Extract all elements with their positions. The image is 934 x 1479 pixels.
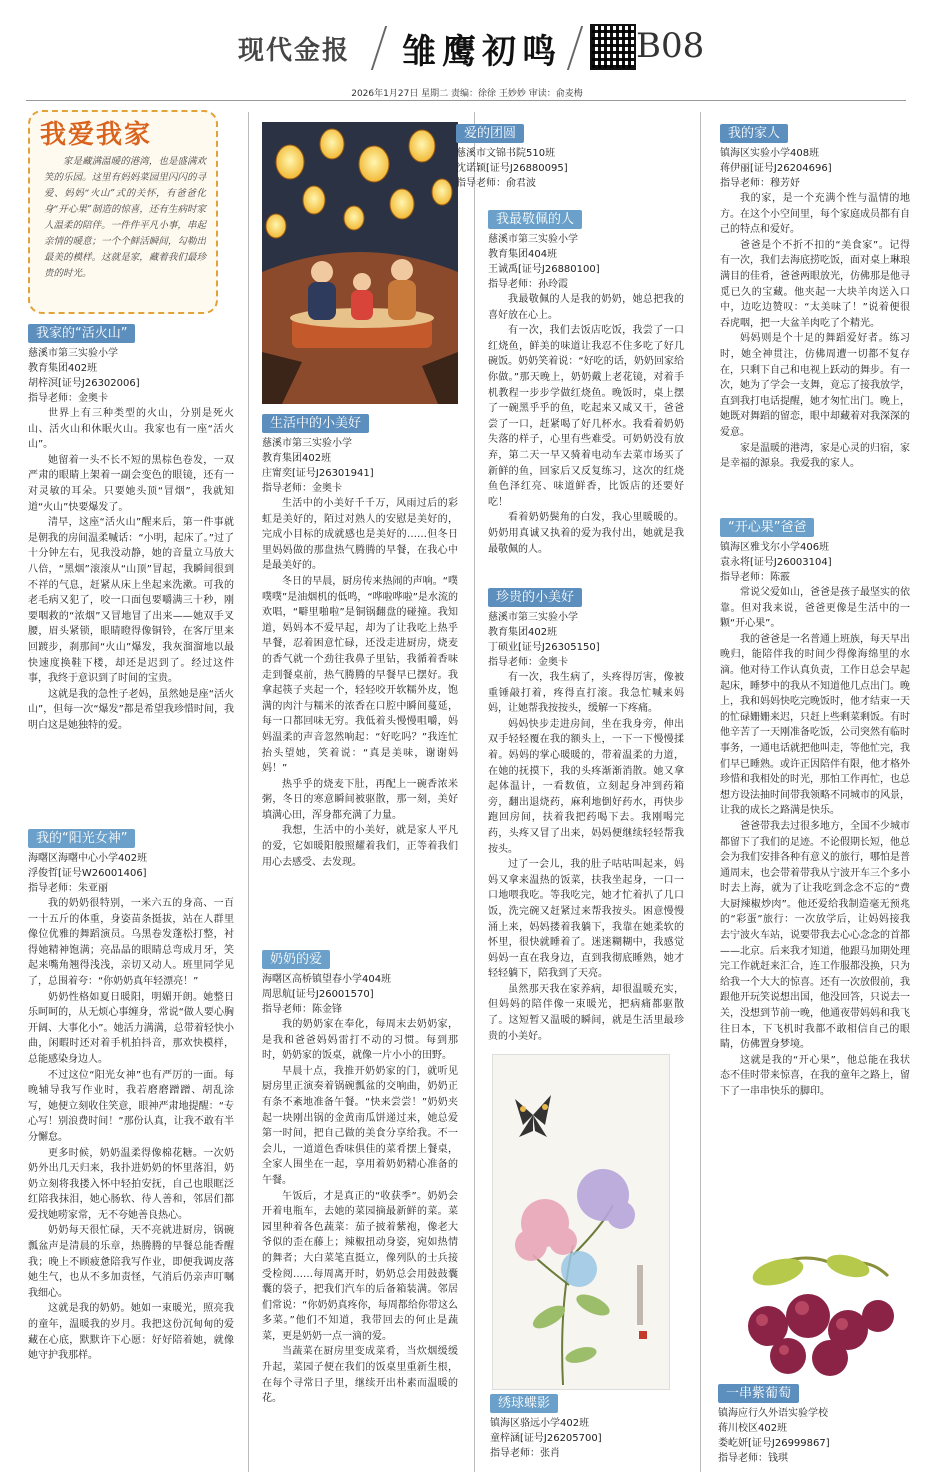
article-paragraph: 她留着一头不长不短的黑棕色卷发，一双严肃的眼睛上架着一副会变色的眼镜，还有一对灵敏的耳朵。只要她头顶“冒烟”，我就知道“火山”快要爆发了。 bbox=[28, 454, 234, 513]
article-paragraph: 这就是我的“开心果”，他总能在我状态不佳时带来惊喜，在我的童年之路上，留下了一串串快乐的脚印。 bbox=[720, 1054, 910, 1097]
byline-group: 教育集团402班 bbox=[488, 627, 558, 638]
byline-teacher: 指导老师：穆芳妤 bbox=[720, 178, 800, 189]
article-paragraph: 我的爸爸是一名普通上班族，每天早出晚归，能陪伴我的时间少得像海绵里的水滴。他对待工作认真负责，工作日总会早起起床，睡梦中的我从不知道他几点出门。晚上，我和妈妈快吃完晚饭时，他才结束一天的忙碌姗姗来迟，只赶上些剩菜剩饭。有时他辛苦了一天刚准备吃饭，公司突然有临时事务，一通电话就把他叫走，等他忙完，我们早已睡熟。或许正因陪伴有限，他才格外珍惜和我相处的时光，那怕工作再忙，也总想方设法抽时间带我领略不同城市的风景，让我的成长之路满是快乐。 bbox=[720, 633, 910, 817]
article bbox=[490, 1392, 686, 1461]
article bbox=[718, 1382, 910, 1466]
article-paragraph: 更多时候，奶奶温柔得像棉花糖。一次奶奶外出几天归来，我扑进奶奶的怀里落泪，奶奶立刻将我搂入怀中轻拍安抚，自己也眼眶泛红陪我抹泪，她心肠软、待人善和，邻居们都爱找她唠家常，无不夸她善良热心。 bbox=[28, 1147, 234, 1221]
article-paragraph: 家是温暖的港湾，家是心灵的归宿，家是幸福的源泉。我爱我的家人。 bbox=[720, 442, 910, 470]
article-title: 我家的“活火山” bbox=[28, 324, 135, 343]
article bbox=[488, 586, 684, 1044]
article-paragraph: 妈妈快步走进房间，坐在我身旁，伸出双手轻轻覆在我的额头上，一下一下慢慢揉着。妈妈的掌心暖暖的，带着温柔的力道，在她的抚摸下，我的头疼渐渐消散。她又拿起体温计，一看数值，立刻起身冲到药箱旁，翻出退烧药，麻利地倒好药水，再快步跑回房间，扶着我把药喝下去。我刚喝完药，头疼又冒了出来，妈妈便继续轻轻帮我按头。 bbox=[488, 718, 684, 855]
byline-school: 镇海区骆远小学402班 bbox=[490, 1418, 590, 1429]
article-paragraph: 不过这位“阳光女神”也有严厉的一面。每晚辅导我写作业时，我若磨磨蹭蹭、胡乱涂写，她便立刻收住笑意，眼神严肃地提醒：“专心写！别浪费时间！”那份认真，让我不敢有半分懈怠。 bbox=[28, 1069, 234, 1143]
byline-school: 海曙区海曙中心小学402班 bbox=[28, 853, 148, 864]
byline-group: 教育集团402班 bbox=[262, 453, 332, 464]
article-body bbox=[262, 1017, 458, 1407]
article-title: 奶奶的爱 bbox=[262, 950, 330, 969]
article bbox=[720, 516, 910, 1100]
article-paragraph: 当蔬菜在厨房里变成菜肴，当炊烟缓缓升起，菜园子便在我们的饭桌里重新生根，在每个寻常日子里，继续开出朴素而温暖的花。 bbox=[262, 1346, 458, 1405]
column-divider bbox=[248, 112, 249, 1472]
article-title: “开心果”爸爸 bbox=[720, 518, 814, 537]
article-title: 绣球蝶影 bbox=[490, 1394, 558, 1413]
article-paragraph: 早晨十点，我推开奶奶家的门，就听见厨房里正演奏着锅碗瓢盆的交响曲，奶奶正有条不紊地准备午餐。“快来尝尝！”奶奶夹起一块刚出锅的金黄南瓜饼递过来，她总爱第一时间，把自己做的美食分享给我。不一会儿，一道道色香味俱佳的菜肴摆上餐桌，全家人围坐在一起，享用着奶奶精心准备的午餐。 bbox=[262, 1065, 458, 1186]
article bbox=[262, 948, 458, 1407]
article-paragraph: 常说父爱如山，爸爸是孩子最坚实的依靠。但对我来说，爸爸更像是生活中的一颗“开心果”。 bbox=[720, 587, 910, 630]
byline-author: 胡梓溟[证号J26302006] bbox=[28, 378, 140, 389]
byline-teacher: 指导老师：孙玲霞 bbox=[488, 279, 568, 290]
byline-teacher: 指导老师：金奥卡 bbox=[262, 483, 342, 494]
article bbox=[488, 208, 684, 557]
article-title: 生活中的小美好 bbox=[262, 414, 369, 433]
article-paragraph: 这就是我的急性子老妈，虽然她是座“活火山”，但每一次“爆发”都是希望我珍惜时间，我明白这是她独特的爱。 bbox=[28, 688, 234, 731]
article-byline bbox=[718, 1406, 910, 1466]
article-paragraph: 午饭后，才是真正的“收获季”。奶奶会开着电瓶车，去她的菜园摘最新鲜的菜。菜园里种着各色蔬菜：茄子披着紫袍，像老大爷似的歪在藤上；辣椒扭动身姿，宛如热情的舞者；大白菜笔直挺立，像列队的士兵接受检阅……每周离开时，奶奶总会用鼓鼓囊囊的袋子，把我们汽车的后备箱装满。邻居们常说：“你奶奶真疼你，每周都给你带这么多菜。”他们不知道，我带回去的何止是蔬菜，更是奶奶一点一滴的爱。 bbox=[262, 1190, 458, 1342]
article-byline bbox=[720, 146, 910, 191]
intro-heading: 我爱我家 bbox=[40, 120, 153, 150]
byline-group: 教育集团402班 bbox=[28, 363, 98, 374]
article-body bbox=[720, 585, 910, 1100]
article-title: 我最敬佩的人 bbox=[488, 210, 582, 229]
article bbox=[28, 322, 234, 733]
article-paragraph: 这就是我的奶奶。她如一束暖光，照亮我的童年，温暖我的岁月。我把这份沉甸甸的爱藏在心底，默默许下心愿：好好陪着她，就像她守护我那样。 bbox=[28, 1303, 234, 1362]
byline-author: 童梓涵[证号J26205700] bbox=[490, 1433, 602, 1444]
article bbox=[28, 827, 234, 1364]
grapes-painting bbox=[718, 1246, 910, 1380]
column-divider bbox=[474, 112, 475, 1472]
byline-school: 慈溪市第三实验小学 bbox=[488, 234, 578, 245]
byline-school: 慈溪市第三实验小学 bbox=[262, 438, 352, 449]
byline-teacher: 指导老师：张肖 bbox=[490, 1448, 560, 1459]
article-paragraph: 我的奶奶很特别，一米六五的身高、一百一十五斤的体重，身姿苗条挺拔，站在人群里像位优雅的舞蹈演员。乌黑卷发蓬松打整，衬得她精神饱满；亮晶晶的眼睛总弯成月牙，笑起来嘴角翘得浅浅，亲切又动人。班里同学见了，总围着夸：“你奶奶真年轻漂亮！” bbox=[28, 898, 234, 987]
byline-teacher: 指导老师：金奥卡 bbox=[488, 657, 568, 668]
intro-text bbox=[44, 154, 206, 282]
byline-teacher: 指导老师：朱亚丽 bbox=[28, 883, 108, 894]
byline-author: 浮俊哲[证号W26001406] bbox=[28, 868, 147, 879]
article-byline bbox=[488, 610, 684, 670]
intro-paragraph: 家是藏满温暖的港湾，也是盛满欢笑的乐园。这里有妈妈菜园里闪闪的寻爱、妈妈“火山”式的关怀，有爸爸化身“开心果”制造的惊喜，还有生病时家人温柔的陪伴。一件件平凡小事，串起亲情的暖意；一个个鲜活瞬间，勾勒出最美的模样。这就是家，藏着我们最珍贵的时光。 bbox=[44, 156, 206, 279]
article-paragraph: 爸爸带我去过很多地方，全国不少城市都留下了我们的足迹。不论假期长短，他总会为我们安排各种有意义的旅行，哪怕是普通周末，也会带着带我从宁波开车三个多小时去上海，就为了让我吃到念念不忘的“费大厨辣椒炒肉”。他还爱给我制造毫无预兆的“彩蛋”旅行：一次放学后，让妈妈接我去宁波火车站，说要带我去心心念念的首都——北京。后来我才知道，他跟马加期处理完工作就赶来汇合，连工作服都没换，只为给我一个大大的惊喜。还有一次放假前，我跟他开玩笑说想出国，他没回答，只说去一关，没想到节前一晚，他通夜带妈妈和我飞往日本，下飞机时我都不敢相信自己的眼睛，仿佛置身梦境。 bbox=[720, 820, 910, 1051]
article-paragraph: 爸爸是个不折不扣的“美食家”。记得有一次，我们去海底捞吃饭，面对桌上琳琅满目的佳肴，爸爸两眼放光，仿佛那是他寻觅已久的宝藏。他夹起一大块羊肉送入口中，边吃边赞叹：“太美味了！”说着便很吞虎咽，把一大盆羊肉吃了个精光。 bbox=[720, 239, 910, 329]
article-body bbox=[488, 292, 684, 557]
byline-school: 慈溪市第三实验小学 bbox=[488, 612, 578, 623]
article-byline bbox=[720, 540, 910, 585]
article-body bbox=[720, 191, 910, 472]
article-body bbox=[28, 406, 234, 733]
article-paragraph: 奶奶每天很忙碌，天不亮就进厨房，锅碗瓢盆声是清晨的乐章，热腾腾的早餐总能香醒我；晚上不顾疲惫陪我写作业，即便我调皮落她生气，也从不多加责怪，气消后仍亲声叮嘱我细心。 bbox=[28, 1225, 234, 1299]
article-paragraph: 清早，这座“活火山”醒来后，第一件事就是朝我的房间温柔喊话：“小明，起床了。”过了十分钟左右，见我没动静，她的音量立马放大八倍，“黑烟”滚滚从“山顶”冒起，我瞬间很到不祥的气息，赶紧从床上坐起来洗漱。可我的老毛病又犯了，咬一口面包要嚼满三十秒，刚要咽救的“浓烟”又冒地冒了出来——她双手叉腰，眉头紧锁，眼睛瞪得像铜铃，在客厅里来回踱步，刹那间“火山”爆发，我灰溜溜地以最快速度换鞋下楼，却还是迟到了。经过这件事，我终于意识到了时间的宝贵。 bbox=[28, 517, 234, 685]
byline-author: 王诚禹[证号J26880100] bbox=[488, 264, 600, 275]
article-body bbox=[28, 896, 234, 1364]
article-title: 我的“阳光女神” bbox=[28, 829, 135, 848]
byline-author: 娄屹妍[证号J26999867] bbox=[718, 1438, 830, 1449]
paper-name: 现代金报 bbox=[238, 36, 351, 66]
hydrangea-butterfly-painting bbox=[492, 1054, 670, 1390]
article-paragraph: 冬日的早晨，厨房传来热闹的声响。“噗噗噗”是油烟机的低鸣，“哗啦哗啦”是水流的欢唱，“噼里啪啦”是铜锅翻盘的碰撞。我知道，妈妈本不爱早起，却为了让我吃上热乎早餐，忍着困意忙碌，还没走进厨房，烧麦的香气就一个劲往我鼻子里钻，我循着香味走到餐桌前，热气腾腾的早餐早已摆好。我拿起筷子夹起一个，轻轻咬开软糯外皮，饱满的肉汁与糯米的浓香在口腔中瞬间蔓延，每一口都回味无穷。我低着头慢慢咀嚼，妈妈温柔的声音忽然响起：“好吃吗？”我连忙抬头望她，笑着说：“真是美味，谢谢妈妈！” bbox=[262, 575, 458, 775]
article-paragraph: 妈妈则是个十足的舞蹈爱好者。练习时，她全神贯注，仿佛周遭一切都不复存在，只剩下自己和电视上跃动的舞步。有一次，她为了学会一支舞，竟忘了接我放学，直到我打电话提醒，她才匆忙出门。晚上，她既对舞蹈的留恋，眼中却藏着对我深深的爱意。 bbox=[720, 333, 910, 438]
article-paragraph: 热乎乎的烧麦下肚，再配上一碗香浓米粥，冬日的寒意瞬间被驱散，那一刻，美好填满心田，浑身都充满了力量。 bbox=[262, 778, 458, 821]
byline-author: 丁硕业[证号J26305150] bbox=[488, 642, 600, 653]
byline-author: 蒋伊丽[证号J26204696] bbox=[720, 163, 832, 174]
article-paragraph: 世界上有三种类型的火山，分别是死火山、活火山和休眠火山。我家也有一座“活火山”。 bbox=[28, 408, 234, 451]
article-paragraph: 过了一会儿，我的肚子咕咕叫起来，妈妈又拿来温热的饭菜，扶我坐起身，一口一口地喂我吃。等我吃完，她才忙着扒了几口饭，洗完碗又赶紧过来帮我按头。困意慢慢涌上来，妈妈搂着我躺下，我靠在她柔软的怀里，很快就睡着了。迷迷糊糊中，我感觉妈妈一直在我身边，直到我彻底睡熟，她才轻轻躺下，陪我到了天亮。 bbox=[488, 859, 684, 980]
byline-school: 镇海区实验小学408班 bbox=[720, 148, 820, 159]
article-body bbox=[488, 670, 684, 1044]
masthead-divider bbox=[567, 26, 583, 70]
article-paragraph: 我最敬佩的人是我的奶奶，她总把我的喜好放在心上。 bbox=[488, 294, 684, 321]
issue-info: 2026年1月27日 星期二 责编：徐徐 王妙妙 审读：俞麦梅 bbox=[351, 89, 583, 99]
article-title: 一串紫葡萄 bbox=[718, 1384, 799, 1403]
byline-author: 袁永将[证号J26003104] bbox=[720, 557, 832, 568]
byline-author: 沈诺颖[证号J26880095] bbox=[456, 163, 568, 174]
byline-group: 教育集团404班 bbox=[488, 249, 558, 260]
masthead-divider bbox=[371, 26, 387, 70]
article bbox=[720, 122, 910, 472]
page-number: B08 bbox=[636, 26, 705, 66]
article-paragraph: 生活中的小美好千千万，风雨过后的彩虹是美好的，陌过对熟人的安慰是美好的，完成小目标的成就感也是美好的……但冬日里妈妈做的那盘热气腾腾的早餐，在我心中是最美好的。 bbox=[262, 498, 458, 572]
article-byline bbox=[456, 146, 656, 191]
article-byline bbox=[28, 346, 234, 406]
article-paragraph: 看着奶奶鬓角的白发，我心里暖暖的。奶奶用真诚又执着的爱为我付出，她就是我最敬佩的人。 bbox=[488, 512, 684, 555]
qr-code-icon[interactable] bbox=[590, 24, 636, 70]
article-byline bbox=[28, 851, 234, 896]
byline-teacher: 指导老师：陈金锋 bbox=[262, 1004, 342, 1015]
article-paragraph: 虽然那天我在家养病，却很温暖充实，但妈妈的陪伴像一束暖光，把病痛都驱散了。这短暂又温暖的瞬间，就是生活里最珍贵的小美好。 bbox=[488, 983, 684, 1042]
byline-school: 镇海区雅戈尔小学406班 bbox=[720, 542, 830, 553]
article bbox=[262, 412, 458, 870]
byline-school: 海曙区高桥镇望春小学404班 bbox=[262, 974, 392, 985]
byline-school: 慈溪市文锦书院510班 bbox=[456, 148, 556, 159]
lantern-painting bbox=[262, 122, 458, 404]
article-byline bbox=[488, 232, 684, 292]
article-title: 爱的团圆 bbox=[456, 124, 524, 143]
article-byline bbox=[262, 972, 458, 1017]
article-title: 珍贵的小美好 bbox=[488, 588, 582, 607]
article-paragraph: 我的奶奶家在奉化，每周末去奶奶家，是我和爸爸妈妈雷打不动的习惯。每到那时，奶奶家的饭桌，就像一片小小的田野。 bbox=[262, 1019, 458, 1062]
article-body bbox=[262, 496, 458, 870]
byline-school: 慈溪市第三实验小学 bbox=[28, 348, 118, 359]
byline-author: 庄甯奕[证号J26301941] bbox=[262, 468, 374, 479]
masthead-rule bbox=[26, 100, 906, 101]
column-divider bbox=[700, 112, 701, 1472]
byline-teacher: 指导老师：钱琪 bbox=[718, 1453, 788, 1464]
masthead bbox=[0, 0, 934, 99]
intro-box bbox=[28, 110, 218, 314]
section-title: 雏鹰初鸣 bbox=[402, 32, 562, 72]
article-byline bbox=[490, 1416, 686, 1461]
article-paragraph: 我的家，是一个充满个性与温情的地方。在这个小空间里，每个家庭成员都有自己的特点和爱好。 bbox=[720, 193, 910, 236]
article-title: 我的家人 bbox=[720, 124, 788, 143]
article-byline bbox=[262, 436, 458, 496]
article-paragraph: 奶奶性格如夏日暖阳，明媚开朗。她整日乐呵呵的，从无烦心事缠身，常说“做人要心胸开阔、大事化小”。她活力满满，总带着轻快小曲，闲暇时还对着手机拍抖音，那欢快模样，总能感染身边人。 bbox=[28, 991, 234, 1065]
byline-teacher: 指导老师：金奥卡 bbox=[28, 393, 108, 404]
article-paragraph: 有一次，我生病了，头疼得厉害，像被重锤敲打着，疼得直打滚。我急忙喊来妈妈，让她帮我按按头，缓解一下疼痛。 bbox=[488, 672, 684, 715]
byline-group: 蒋川校区402班 bbox=[718, 1423, 788, 1434]
byline-author: 周思航[证号J26001570] bbox=[262, 989, 374, 1000]
byline-teacher: 指导老师：陈霰 bbox=[720, 572, 790, 583]
article bbox=[456, 122, 656, 191]
article-paragraph: 有一次，我们去饭店吃饭，我尝了一口红烧鱼，鲜美的味道让我忍不住多吃了好几碗饭。奶奶笑着说：“好吃的话，奶奶回家给你做。”那天晚上，奶奶戴上老花镜，对着手机教程一步步学做红烧鱼。晚饭时，桌上摆了一碗黑乎乎的鱼，吃起来又咸又干，爸爸尝了一口，赶紧喝了好几杯水。我看着奶奶失落的样子，心里有些难受。可奶奶没有放弃，第二天一早又骑着电动车去菜市场买了新鲜的鱼，回家后又反复练习，这次的红烧鱼色泽红亮、味道鲜香，比饭店的还要好吃！ bbox=[488, 325, 684, 508]
article-paragraph: 我想，生活中的小美好，就是家人平凡的爱，它如暖阳般照耀着我们，正等着我们用心去感受、去发现。 bbox=[262, 825, 458, 868]
byline-teacher: 指导老师：俞君波 bbox=[456, 178, 536, 189]
byline-school: 镇海应行久外语实验学校 bbox=[718, 1408, 828, 1419]
